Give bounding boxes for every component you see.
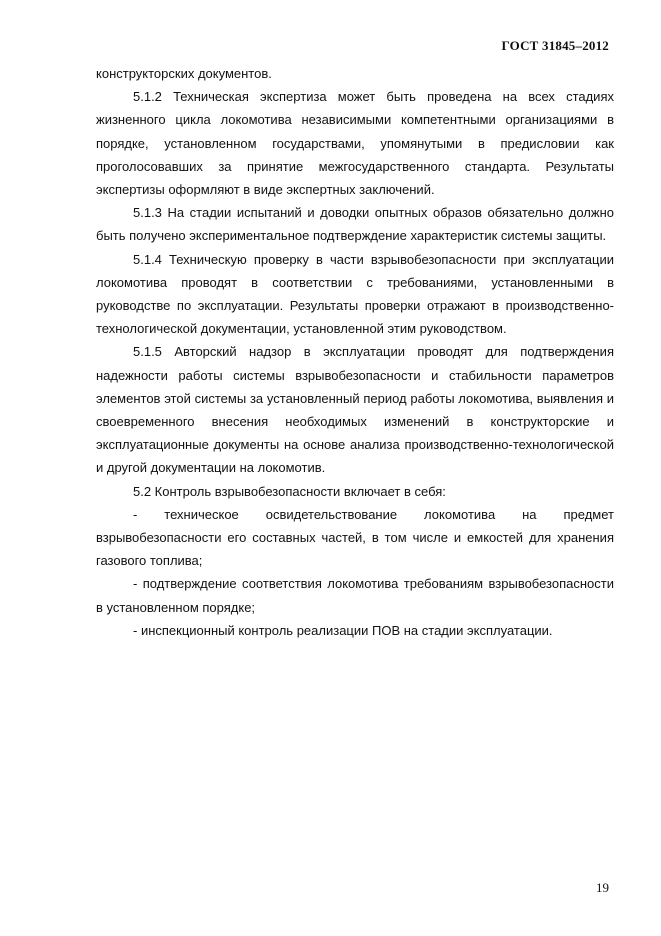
paragraph-5-2: 5.2 Контроль взрывобезопасности включает в себя: [133,483,446,499]
paragraph-5-1-2: 5.1.2 Техническая экспертиза может быть проведена на всех стадиях жизненного цикла локомотива независимыми компетентными организациями в порядке, установленном государствами, упомянутыми в предисловии как проголосовавших за принятие межгосударственного стандарта. Результаты экспертизы оформляют в виде экспертных заключений. [96,89,614,198]
paragraph-5-1-3: 5.1.3 На стадии испытаний и доводки опытных образов обязательно должно быть получено экспериментальное подтверждение характеристик системы защиты. [96,205,614,244]
document-body [96,62,614,642]
page-header: ГОСТ 31845–2012 [501,38,609,53]
list-item: - подтверждение соответствия локомотива требованиям взрывобезопасности в установленном порядке; [96,576,614,615]
paragraph-continuation: конструкторских документов. [96,66,272,81]
page-number: 19 [596,880,609,895]
paragraph-5-1-5: 5.1.5 Авторский надзор в эксплуатации проводят для подтверждения надежности работы системы взрывобезопасности и стабильности параметров элементов этой системы за установленный период работы локомотива, выявления и своевременного внесения необходимых изменений в конструкторские и эксплуатационные документы на основе анализа производственно-технологической и другой документации на локомотив. [96,344,614,476]
paragraph-5-1-4: 5.1.4 Техническую проверку в части взрывобезопасности при эксплуатации локомотива проводят в соответствии с требованиями, установленными в руководстве по эксплуатации. Результаты проверки отражают в производственно-технологической документации, установленной этим руководством. [96,251,614,337]
list-item: - техническое освидетельствование локомотива на предмет взрывобезопасности его составных частей, в том числе и емкостей для хранения газового топлива; [96,506,614,569]
list-item: - инспекционный контроль реализации ПОВ на стадии эксплуатации. [133,622,553,638]
